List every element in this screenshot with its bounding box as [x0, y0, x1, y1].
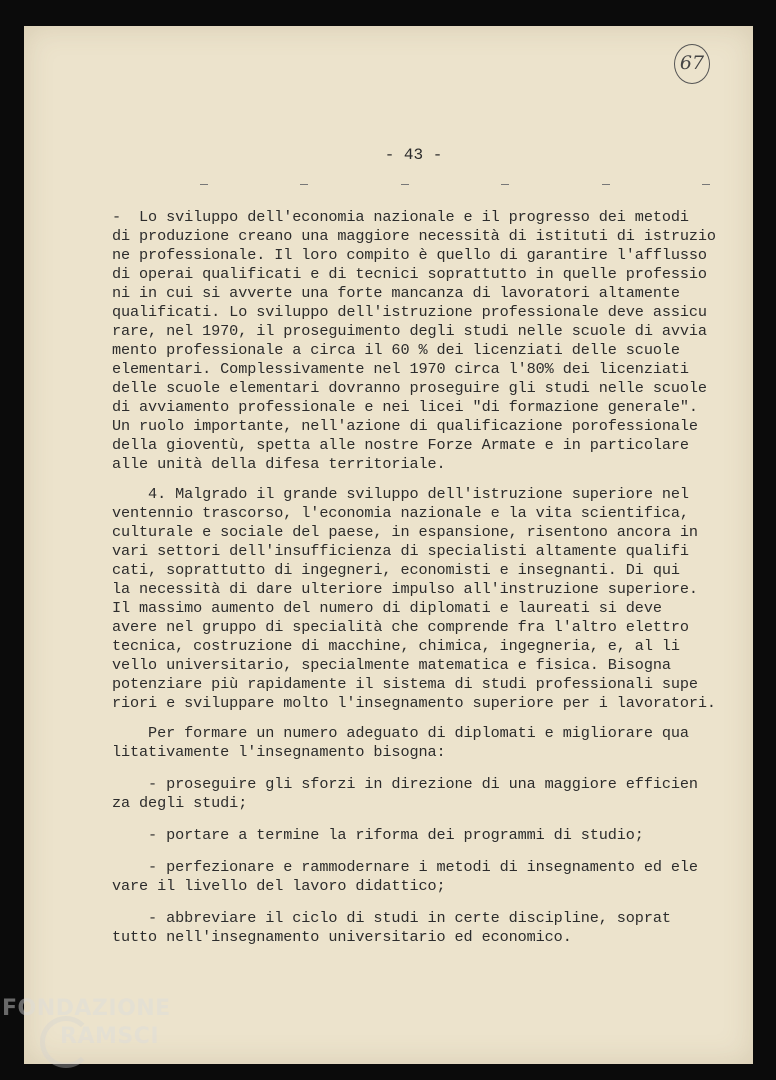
text-line: tutto nell'insegnamento universitario ed economico.	[112, 928, 572, 946]
text-line: tecnica, costruzione di macchine, chimica, ingegneria, e, al li	[112, 637, 680, 655]
text-line: - proseguire gli sforzi in direzione di una maggiore efficien	[112, 775, 698, 793]
text-line: Il massimo aumento del numero di diplomati e laureati si deve	[112, 599, 662, 617]
text-line: za degli studi;	[112, 794, 248, 812]
text-line: mento professionale a circa il 60 % dei licenziati delle scuole	[112, 341, 680, 359]
text-line: 4. Malgrado il grande sviluppo dell'istruzione superiore nel	[112, 485, 689, 503]
text-line: elementari. Complessivamente nel 1970 circa l'80% dei licenziati	[112, 360, 689, 378]
text-line: ne professionale. Il loro compito è quello di garantire l'afflusso	[112, 246, 707, 264]
text-line: ventennio trascorso, l'economia nazionale e la vita scientifica,	[112, 504, 689, 522]
separator-dashes	[200, 184, 710, 194]
page-number: - 43 -	[384, 146, 443, 164]
text-line: - Lo sviluppo dell'economia nazionale e il progresso dei metodi	[112, 208, 689, 226]
text-line: di produzione creano una maggiore necessità di istituti di istruzio	[112, 227, 716, 245]
text-line: litativamente l'insegnamento bisogna:	[112, 743, 446, 761]
text-line: cati, soprattutto di ingegneri, economisti e insegnanti. Di qui	[112, 561, 680, 579]
text-line: ni in cui si avverte una forte mancanza di lavoratori altamente	[112, 284, 680, 302]
text-line: avere nel gruppo di specialità che comprende fra l'altro elettro	[112, 618, 689, 636]
text-line: - abbreviare il ciclo di studi in certe discipline, soprat	[112, 909, 671, 927]
text-line: potenziare più rapidamente il sistema di studi professionali supe	[112, 675, 698, 693]
text-line: alle unità della difesa territoriale.	[112, 455, 446, 473]
text-line: la necessità di dare ulteriore impulso all'instruzione superiore.	[112, 580, 698, 598]
text-line: Un ruolo importante, nell'azione di qualificazione porofessionale	[112, 417, 698, 435]
watermark-line2: RAMSCI	[60, 1024, 160, 1049]
text-line: della gioventù, spetta alle nostre Forze Armate e in particolare	[112, 436, 689, 454]
text-line: - portare a termine la riforma dei programmi di studio;	[112, 826, 644, 844]
text-line: vare il livello del lavoro didattico;	[112, 877, 446, 895]
text-line: riori e sviluppare molto l'insegnamento superiore per i lavoratori.	[112, 694, 716, 712]
document-page	[24, 26, 753, 1064]
text-line: di avviamento professionale e nei licei "di formazione generale".	[112, 398, 698, 416]
text-line: delle scuole elementari dovranno proseguire gli studi nelle scuole	[112, 379, 707, 397]
text-line: di operai qualificati e di tecnici soprattutto in quelle professio	[112, 265, 707, 283]
text-line: qualificati. Lo sviluppo dell'istruzione professionale deve assicu	[112, 303, 707, 321]
text-line: Per formare un numero adeguato di diplomati e migliorare qua	[112, 724, 689, 742]
watermark	[2, 995, 171, 1051]
watermark-line1: FONDAZIONE	[2, 996, 171, 1021]
text-line: vello universitario, specialmente matematica e fisica. Bisogna	[112, 656, 671, 674]
text-line: - perfezionare e rammodernare i metodi di insegnamento ed ele	[112, 858, 698, 876]
text-line: culturale e sociale del paese, in espansione, risentono ancora in	[112, 523, 698, 541]
text-line: rare, nel 1970, il proseguimento degli studi nelle scuole di avvia	[112, 322, 707, 340]
folio-number-stamp: 67	[674, 44, 710, 84]
text-line: vari settori dell'insufficienza di specialisti altamente qualifi	[112, 542, 689, 560]
